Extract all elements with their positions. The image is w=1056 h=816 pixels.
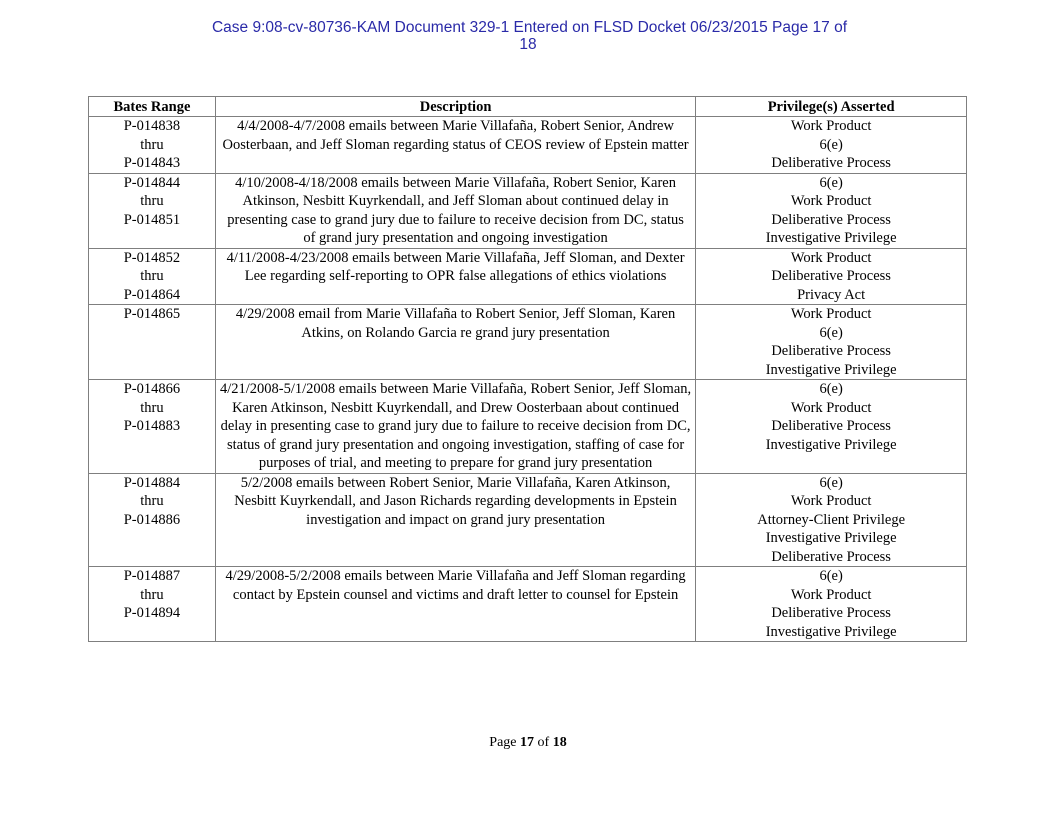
docket-entry: Entered on FLSD Docket 06/23/2015 xyxy=(513,19,768,36)
footer-of-label: of xyxy=(537,735,550,750)
description-cell: 4/29/2008 email from Marie Villafaña to Robert Senior, Jeff Sloman, Karen Atkins, on Rolando Garcia re grand jury presentation xyxy=(215,305,695,380)
bates-line: P-014866 xyxy=(123,381,181,397)
bates-line: P-014864 xyxy=(123,286,181,303)
privilege-item: 6(e) xyxy=(819,568,843,584)
bates-line: P-014884 xyxy=(123,474,181,491)
privileges-cell xyxy=(696,567,967,642)
privilege-item: Deliberative Process xyxy=(771,418,891,434)
privilege-item: Investigative Privilege xyxy=(765,361,897,378)
table-row xyxy=(89,305,967,380)
privileges-cell xyxy=(696,305,967,380)
document-number: Document 329-1 xyxy=(394,19,510,36)
bates-line: P-014838 xyxy=(123,118,181,134)
case-header xyxy=(0,19,1056,53)
bates-range-cell xyxy=(89,173,216,248)
privilege-item: Deliberative Process xyxy=(771,343,891,359)
table-header-row xyxy=(89,97,967,117)
column-header-bates-range: Bates Range xyxy=(89,97,216,117)
privilege-item: Investigative Privilege xyxy=(765,436,897,453)
table-row xyxy=(89,248,967,305)
privilege-item: 6(e) xyxy=(819,174,843,191)
privilege-item: 6(e) xyxy=(819,136,843,153)
table-body xyxy=(89,117,967,642)
privilege-log-table xyxy=(88,96,967,642)
privilege-item: Work Product xyxy=(790,399,872,416)
column-header-description: Description xyxy=(215,97,695,117)
privilege-item: 6(e) xyxy=(819,474,843,491)
table-row xyxy=(89,380,967,474)
header-page-total: 18 xyxy=(519,36,537,53)
privilege-item: 6(e) xyxy=(819,381,843,397)
description-cell: 4/29/2008-5/2/2008 emails between Marie Villafaña and Jeff Sloman regarding contact by Epstein counsel and victims and draft letter to counsel for Epstein xyxy=(215,567,695,642)
footer-page-label: Page xyxy=(489,735,517,750)
bates-range-cell xyxy=(89,117,216,174)
bates-line: thru xyxy=(140,136,164,153)
privileges-cell xyxy=(696,473,967,567)
bates-line: P-014843 xyxy=(123,155,181,171)
bates-line: thru xyxy=(140,268,164,284)
bates-line: P-014894 xyxy=(123,605,181,621)
privileges-cell xyxy=(696,248,967,305)
privilege-item: Work Product xyxy=(790,493,872,509)
bates-line: thru xyxy=(140,193,164,209)
bates-range-cell xyxy=(89,305,216,380)
footer-page-total: 18 xyxy=(552,735,567,750)
privilege-item: Work Product xyxy=(790,193,872,209)
description-cell: 5/2/2008 emails between Robert Senior, Marie Villafaña, Karen Atkinson, Nesbitt Kuyrkendall, and Jason Richards regarding developments in Epstein investigation and impact on grand jury presentation xyxy=(215,473,695,567)
description-cell: 4/4/2008-4/7/2008 emails between Marie Villafaña, Robert Senior, Andrew Oosterbaan, and Jeff Sloman regarding status of CEOS review of Epstein matter xyxy=(215,117,695,174)
bates-range-cell xyxy=(89,473,216,567)
description-cell: 4/21/2008-5/1/2008 emails between Marie Villafaña, Robert Senior, Jeff Sloman, Karen Atkinson, Nesbitt Kuyrkendall, and Drew Oosterbaan about continued delay in presenting case to grand jury due to failure to receive decision from DC, status of grand jury presentation and ongoing investigation, staffing of case for purposes of trial, and meeting to prepare for grand jury presentation xyxy=(215,380,695,474)
bates-line: thru xyxy=(140,586,164,603)
table-row xyxy=(89,173,967,248)
privilege-item: Deliberative Process xyxy=(771,268,891,284)
bates-line: P-014883 xyxy=(123,418,181,434)
bates-line: thru xyxy=(140,399,164,416)
column-header-privileges: Privilege(s) Asserted xyxy=(696,97,967,117)
privileges-cell xyxy=(696,173,967,248)
privilege-item: Privacy Act xyxy=(797,286,866,303)
privilege-item: Investigative Privilege xyxy=(765,623,897,640)
privilege-item: Deliberative Process xyxy=(771,211,891,228)
page-footer xyxy=(0,735,1056,751)
bates-range-cell xyxy=(89,380,216,474)
privileges-cell xyxy=(696,380,967,474)
privilege-item: Work Product xyxy=(790,586,872,603)
case-number: Case 9:08-cv-80736-KAM xyxy=(211,19,391,36)
privilege-item: Deliberative Process xyxy=(771,605,891,621)
bates-line: P-014865 xyxy=(123,306,181,322)
table-row xyxy=(89,567,967,642)
bates-line: P-014887 xyxy=(123,568,181,584)
bates-line: P-014844 xyxy=(123,174,181,191)
description-cell: 4/10/2008-4/18/2008 emails between Marie Villafaña, Robert Senior, Karen Atkinson, Nesbitt Kuyrkendall, and Jeff Sloman about continued delay in presenting case to grand jury due to failure to receive decision from DC, status of grand jury presentation and ongoing investigation xyxy=(215,173,695,248)
bates-line: P-014851 xyxy=(123,211,181,228)
footer-page-number: 17 xyxy=(520,735,535,750)
privilege-item: Attorney-Client Privilege xyxy=(757,511,906,528)
header-page-label: Page 17 of xyxy=(772,19,848,36)
privilege-item: Deliberative Process xyxy=(771,548,891,565)
description-cell: 4/11/2008-4/23/2008 emails between Marie Villafaña, Jeff Sloman, and Dexter Lee regarding self-reporting to OPR false allegations of ethics violations xyxy=(215,248,695,305)
privilege-item: Work Product xyxy=(790,306,872,322)
table-row xyxy=(89,473,967,567)
privilege-item: 6(e) xyxy=(819,324,843,341)
privilege-item: Investigative Privilege xyxy=(765,230,897,246)
bates-line: P-014886 xyxy=(123,511,181,528)
case-header-line1 xyxy=(0,19,1056,36)
privilege-item: Work Product xyxy=(790,249,872,266)
bates-line: P-014852 xyxy=(123,249,181,266)
bates-range-cell xyxy=(89,567,216,642)
table-row xyxy=(89,117,967,174)
bates-range-cell xyxy=(89,248,216,305)
bates-line: thru xyxy=(140,493,164,509)
privilege-item: Deliberative Process xyxy=(771,155,891,171)
privilege-item: Investigative Privilege xyxy=(765,530,897,546)
privileges-cell xyxy=(696,117,967,174)
privilege-item: Work Product xyxy=(790,118,872,134)
